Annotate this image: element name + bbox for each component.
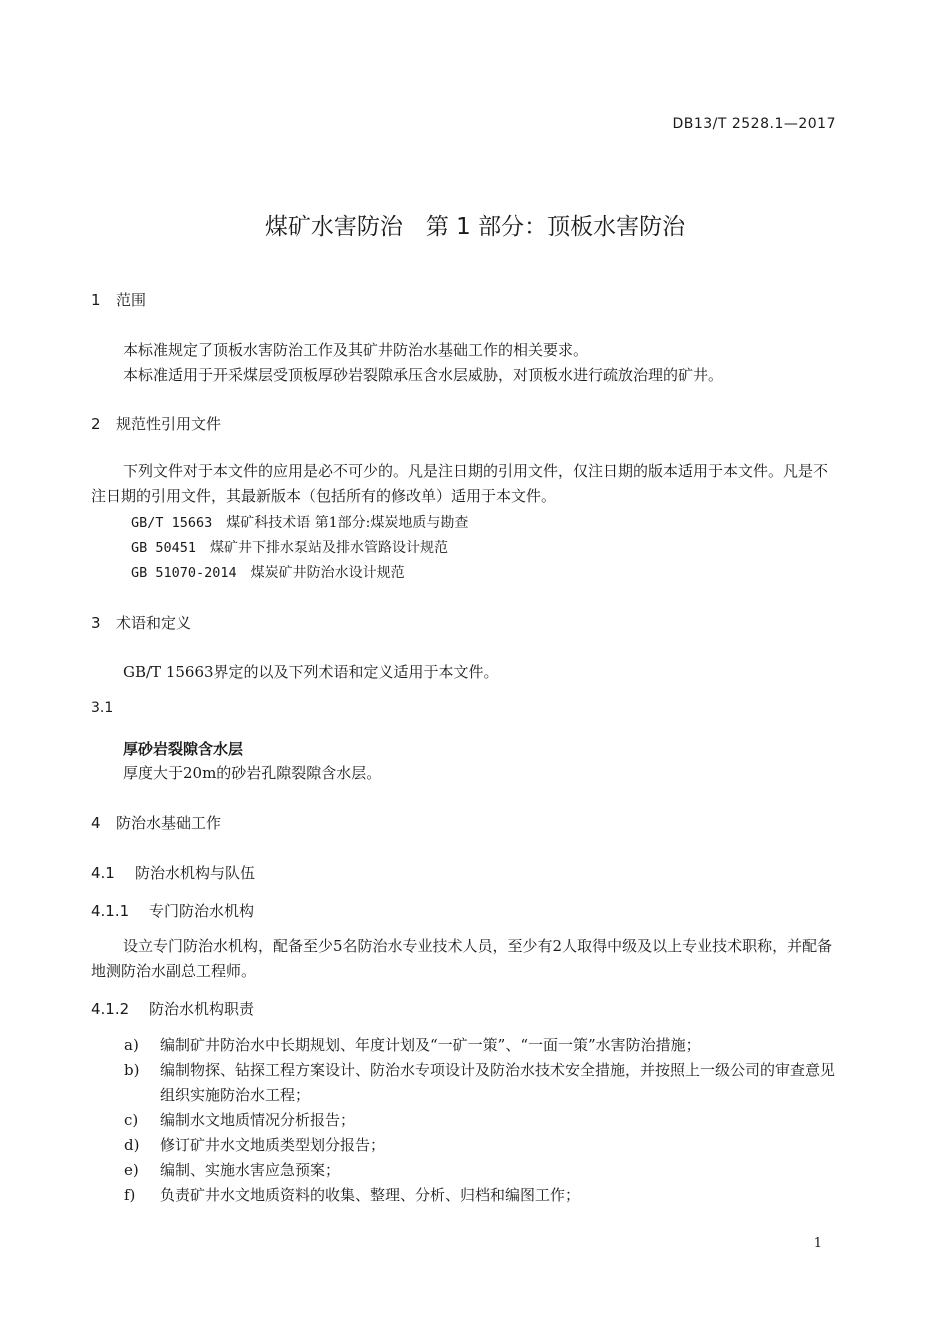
list-item [124,1033,842,1058]
scope-paragraph-2: 本标准适用于开采煤层受顶板厚砂岩裂隙承压含水层威胁，对顶板水进行疏放治理的矿井。 [123,366,724,384]
section-title: 术语和定义 [116,614,192,632]
list-text: 编制水文地质情况分析报告； [160,1111,356,1129]
clause-number: 4.1.1 [91,902,130,920]
clause-title: 专门防治水机构 [149,902,255,920]
subsection-heading-4-1 [91,862,255,883]
list-marker: d) [124,1136,140,1154]
list-marker: a) [124,1036,139,1054]
reference-item [131,512,468,532]
subsection-number: 4.1 [91,864,115,882]
document-number: DB13/T 2528.1—2017 [672,116,836,132]
scope-paragraph-1: 本标准规定了顶板水害防治工作及其矿井防治水基础工作的相关要求。 [123,341,589,359]
page-number: 1 [813,1236,822,1251]
section-heading-3 [91,612,191,633]
section-number: 4 [91,814,101,832]
reference-title: 煤矿科技术语 第1部分:煤炭地质与勘查 [226,515,469,531]
clause-title: 防治水机构职责 [149,1000,255,1018]
clause-number: 4.1.2 [91,1000,130,1018]
list-item [124,1108,842,1133]
reference-code: GB 50451 [131,540,197,556]
list-text: 编制物探、钻探工程方案设计、防治水专项设计及防治水技术安全措施，并按照上一级公司的审查意见组织实施防治水工程； [160,1061,836,1104]
section-title: 范围 [116,291,147,309]
list-item [124,1183,842,1208]
reference-code: GB/T 15663 [131,515,213,531]
reference-title: 煤炭矿井防治水设计规范 [250,565,405,581]
list-marker: f) [124,1186,136,1204]
reference-item [131,537,448,557]
section-title: 规范性引用文件 [116,415,222,433]
term-definition: 厚度大于20m的砂岩孔隙裂隙含水层。 [123,764,382,782]
section-number: 3 [91,614,101,632]
document-title: 煤矿水害防治 第 1 部分：顶板水害防治 [264,214,686,240]
section-heading-1 [91,289,146,310]
list-text: 编制、实施水害应急预案； [160,1161,341,1179]
list-text: 负责矿井水文地质资料的收集、整理、分析、归档和编图工作； [160,1186,581,1204]
clause-heading-4-1-2 [91,998,254,1019]
section-heading-4 [91,812,221,833]
section-heading-2 [91,413,221,434]
list-item [124,1133,842,1158]
terms-paragraph: GB/T 15663界定的以及下列术语和定义适用于本文件。 [123,663,499,681]
list-text: 修订矿井水文地质类型划分报告； [160,1136,386,1154]
subsection-title: 防治水机构与队伍 [135,864,256,882]
section-title: 防治水基础工作 [116,814,222,832]
list-marker: c) [124,1111,139,1129]
section-number: 2 [91,415,101,433]
clause-paragraph-4-1-1: 设立专门防治水机构，配备至少5名防治水专业技术人员，至少有2人取得中级及以上专业技术职称，并配备地测防治水副总工程师。 [91,937,833,980]
term-number: 3.1 [91,700,114,716]
section-number: 1 [91,291,101,309]
list-item [124,1058,842,1108]
list-marker: b) [124,1061,140,1079]
reference-title: 煤矿井下排水泵站及排水管路设计规范 [210,540,449,556]
clause-heading-4-1-1 [91,900,254,921]
list-marker: e) [124,1161,139,1179]
reference-item [131,562,405,582]
reference-code: GB 51070-2014 [131,565,237,581]
normative-references-paragraph: 下列文件对于本文件的应用是必不可少的。凡是注日期的引用文件，仅注日期的版本适用于本文件。凡是不注日期的引用文件，其最新版本（包括所有的修改单）适用于本文件。 [91,462,829,505]
term-name: 厚砂岩裂隙含水层 [123,740,244,758]
list-item [124,1158,842,1183]
list-text: 编制矿井防治水中长期规划、年度计划及“一矿一策”、“一面一策”水害防治措施； [160,1036,701,1054]
